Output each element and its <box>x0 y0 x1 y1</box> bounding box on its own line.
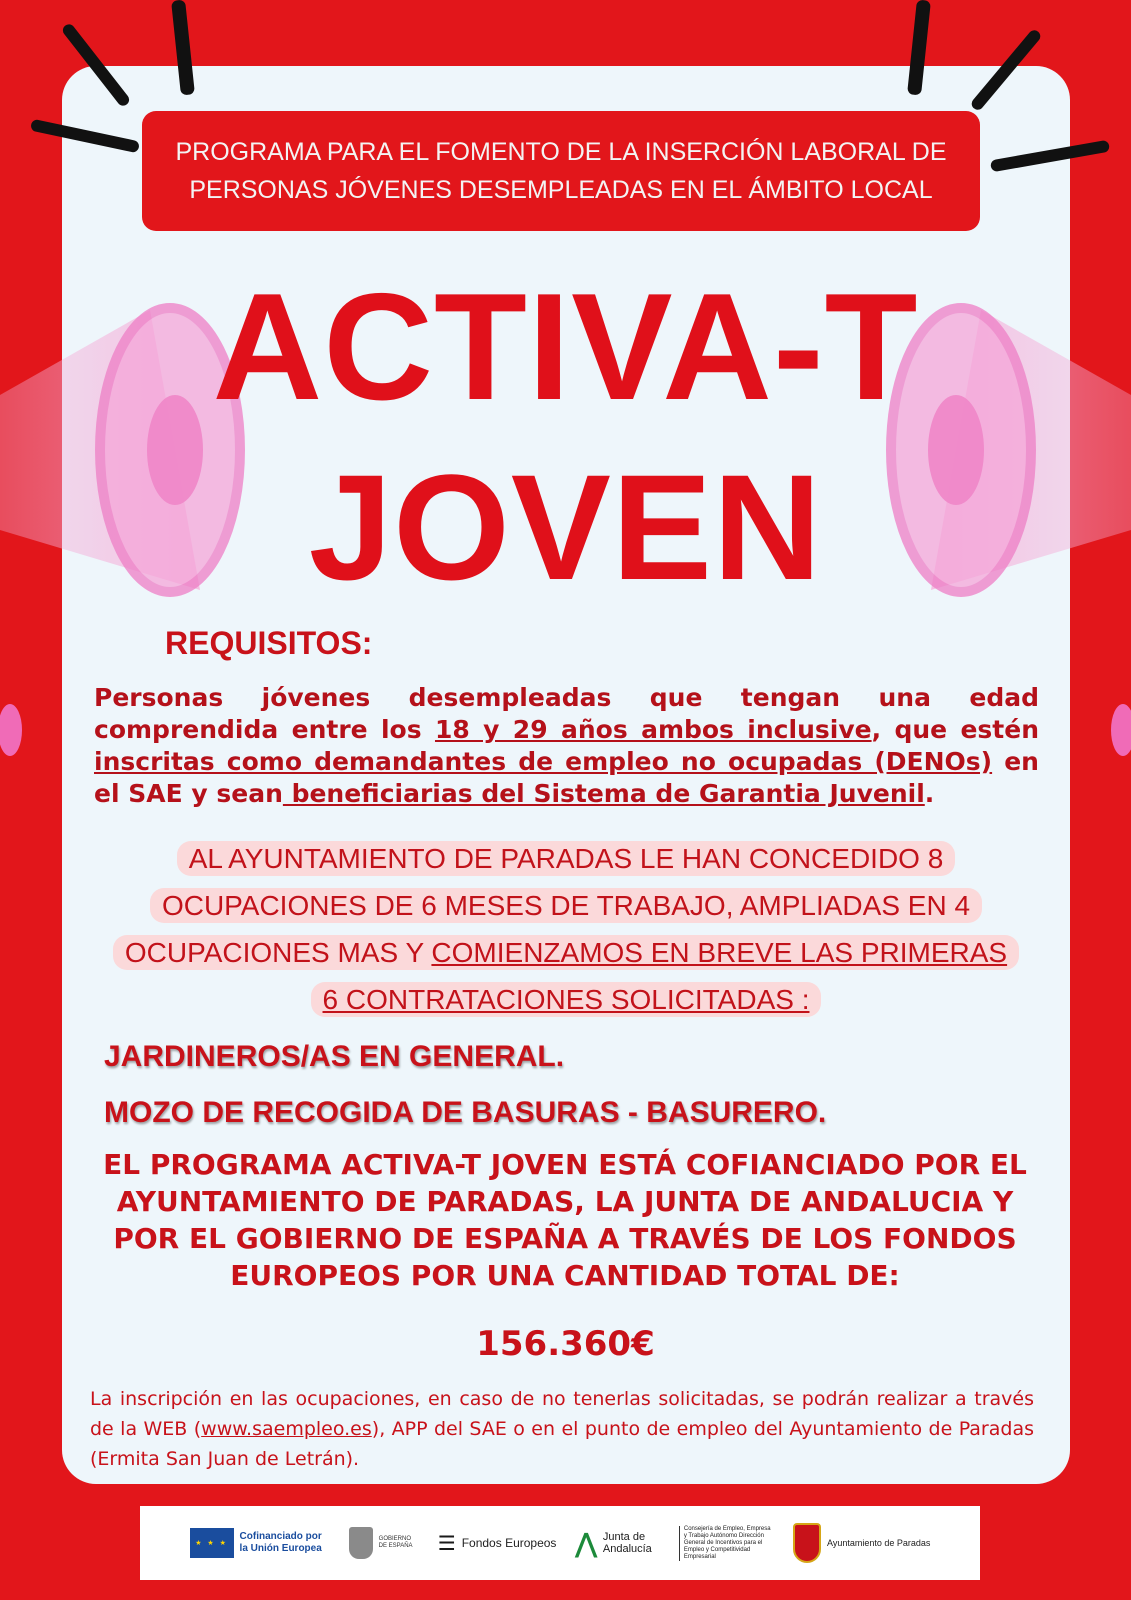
req-age-range: 18 y 29 años ambos inclusive <box>434 715 872 744</box>
logo-ayuntamiento-text: Ayuntamiento de Paradas <box>826 1538 931 1548</box>
highlight-line-2: OCUPACIONES DE 6 MESES DE TRABAJO, AMPLIADAS EN 4 <box>150 888 982 923</box>
highlight-block <box>96 835 1036 1023</box>
title-line-1: ACTIVA-T <box>212 262 919 432</box>
req-garantia: beneficiarias del Sistema de Garantia Juvenil <box>282 779 925 808</box>
program-banner <box>142 111 980 231</box>
inscripcion-part: ), APP del SAE o en el punto de empleo del Ayuntamiento de Paradas (Ermita San Juan de Letrán). <box>90 1418 1034 1470</box>
logo-eu-text: Cofinanciado por la Unión Europea <box>239 1531 322 1554</box>
requisitos-heading: REQUISITOS: <box>165 625 373 661</box>
title-line-2: JOVEN <box>308 443 823 611</box>
funding-text: EL PROGRAMA ACTIVA-T JOVEN ESTÁ COFIANCIADO POR EL AYUNTAMIENTO DE PARADAS, LA JUNTA DE ANDALUCIA Y POR EL GOBIERNO DE ESPAÑA A TRAVÉS DE LOS FONDOS EUROPEOS POR UNA CANTIDAD TOTAL DE: <box>103 1148 1027 1292</box>
banner-line-1: PROGRAMA PARA EL FOMENTO DE LA INSERCIÓN LABORAL DE <box>175 138 947 166</box>
logo-gobierno <box>349 1527 419 1559</box>
req-text: en el SAE y sean <box>94 747 1039 808</box>
fondos-europeos-icon: ☰ <box>437 1532 456 1555</box>
eu-flag-icon <box>190 1528 234 1558</box>
megaphone-small-right-icon <box>1091 700 1131 760</box>
saempleo-link[interactable]: www.saempleo.es <box>201 1418 372 1440</box>
highlight-line-1: AL AYUNTAMIENTO DE PARADAS LE HAN CONCEDIDO 8 <box>177 841 956 876</box>
highlight-line-4-underlined: 6 CONTRATACIONES SOLICITADAS : <box>322 984 810 1015</box>
logo-eu <box>190 1528 330 1558</box>
inscripcion-part: La inscripción en las ocupaciones, en caso de no tenerlas solicitadas, se podrán realizar a través de la WEB ( <box>90 1388 1034 1440</box>
megaphone-small-left-icon <box>0 700 40 760</box>
highlight-line-3-plain: OCUPACIONES MAS Y <box>124 937 432 968</box>
req-inscription: inscritas como demandantes de empleo no ocupadas (DENOs) <box>94 747 993 776</box>
req-text: . <box>924 779 935 808</box>
ayuntamiento-shield-icon <box>793 1523 821 1563</box>
highlight-line-3 <box>113 935 1019 970</box>
logo-gobierno-text: GOBIERNO DE ESPAÑA <box>378 1536 413 1549</box>
req-text: Personas jóvenes desempleadas que tengan una edad comprendida entre los <box>94 683 1039 744</box>
logo-junta-text: Junta de Andalucía <box>602 1531 652 1555</box>
logo-junta <box>576 1526 774 1561</box>
logo-consejeria-text: Consejería de Empleo, Empresa y Trabajo Autónomo Dirección General de Incentivos para el Empleo y Competitividad Empresarial <box>679 1526 774 1561</box>
banner-line-2: PERSONAS JÓVENES DESEMPLEADAS EN EL ÁMBITO LOCAL <box>189 176 933 204</box>
inscripcion-text <box>90 1384 1034 1474</box>
logo-ayuntamiento <box>793 1523 930 1563</box>
logo-fondos-text: Fondos Europeos <box>461 1536 557 1550</box>
logos-strip <box>140 1506 980 1580</box>
logo-fondos <box>438 1531 557 1556</box>
job-item: JARDINEROS/AS EN GENERAL. <box>104 1040 565 1073</box>
job-item: MOZO DE RECOGIDA DE BASURAS - BASURERO. <box>104 1096 827 1129</box>
requisitos-body <box>94 682 1039 810</box>
highlight-line-4 <box>311 982 822 1017</box>
junta-andalucia-icon: ⋀ <box>575 1527 597 1558</box>
funding-amount: 156.360€ <box>476 1324 655 1364</box>
req-text: , que estén <box>871 715 1040 744</box>
coat-of-arms-icon <box>349 1527 373 1559</box>
highlight-line-3-underlined: COMIENZAMOS EN BREVE LAS PRIMERAS <box>431 937 1008 968</box>
